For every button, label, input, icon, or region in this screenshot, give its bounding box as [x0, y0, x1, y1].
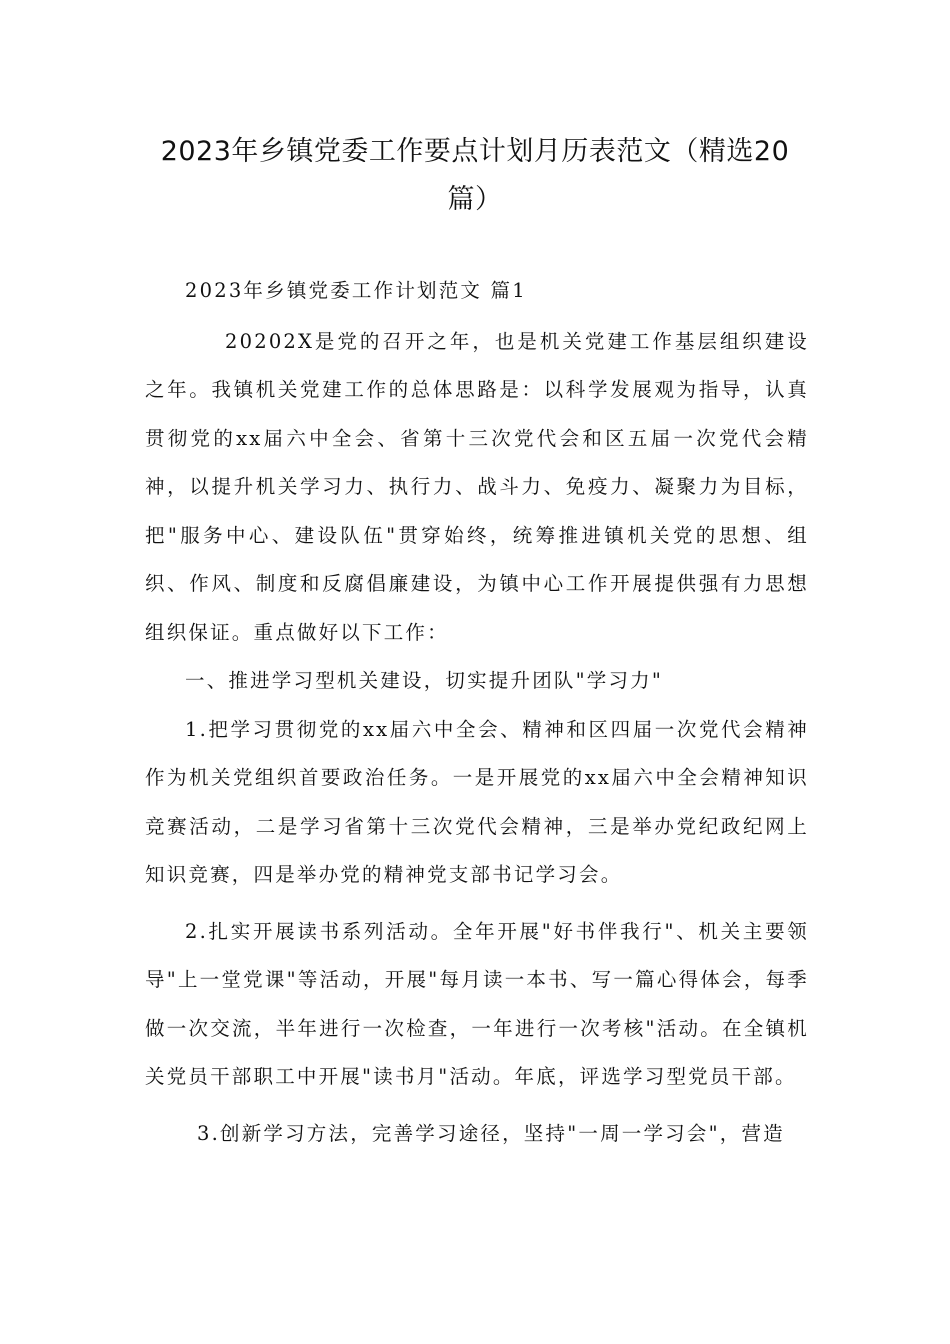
paragraph-intro: 20202X是党的召开之年，也是机关党建工作基层组织建设之年。我镇机关党建工作的总体思路是：以科学发展观为指导，认真贯彻党的xx届六中全会、省第十三次党代会和区五届一次党代会精神，以提升机关学习力、执行力、战斗力、免疫力、凝聚力为目标，把"服务中心、建设队伍"贯穿始终，统筹推进镇机关党的思想、组织、作风、制度和反腐倡廉建设，为镇中心工作开展提供强有力思想组织保证。重点做好以下工作： — [145, 329, 809, 644]
document-title: 2023年乡镇党委工作要点计划月历表范文（精选20篇） — [160, 136, 790, 215]
paragraph-subheading: 一、推进学习型机关建设，切实提升团队"学习力" — [185, 669, 664, 692]
section-heading: 2023年乡镇党委工作计划范文 篇1 — [185, 279, 527, 302]
document-body — [145, 267, 809, 1158]
paragraph-item-1: 1.把学习贯彻党的xx届六中全会、精神和区四届一次党代会精神作为机关党组织首要政治任务。一是开展党的xx届六中全会精神知识竞赛活动，二是学习省第十三次党代会精神，三是举办党纪政纪网上知识竞赛，四是举办党的精神党支部书记学习会。 — [145, 717, 809, 886]
paragraph-item-2: 2.扎实开展读书系列活动。全年开展"好书伴我行"、机关主要领导"上一堂党课"等活动，开展"每月读一本书、写一篇心得体会，每季做一次交流，半年进行一次检查，一年进行一次考核"活动。在全镇机关党员干部职工中开展"读书月"活动。年底，评选学习型党员干部。 — [145, 919, 809, 1088]
paragraph-item-3: 3.创新学习方法，完善学习途径，坚持"一周一学习会"，营造 — [197, 1121, 785, 1145]
